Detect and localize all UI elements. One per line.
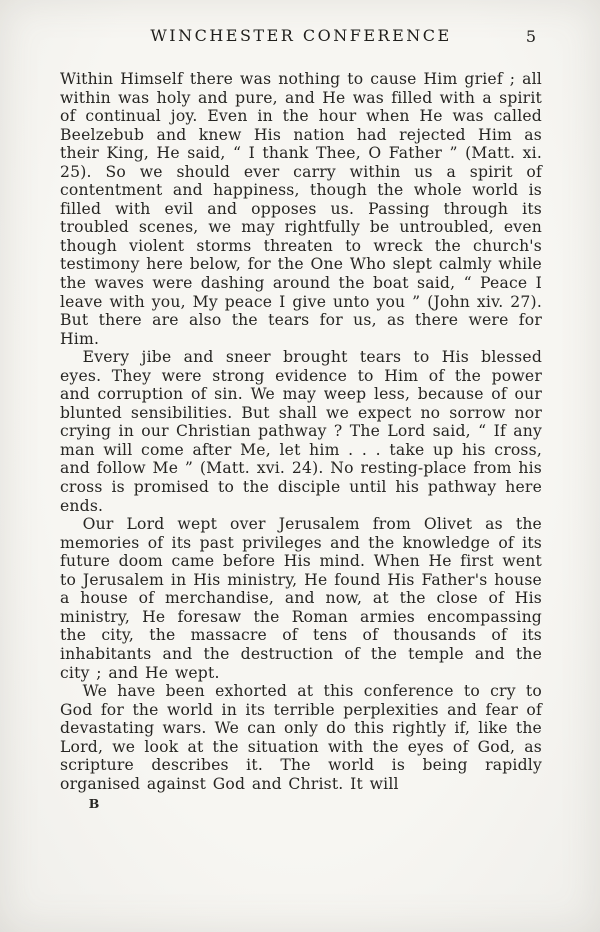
- signature-mark: B: [88, 796, 100, 812]
- paragraph-1: Within Himself there was nothing to cause Him grief ; all within was holy and pure, and He was filled with a spirit of continual joy. Even in the hour when He was called Beelzebub and knew His nation had rejected Him as their King, He said, “ I thank Thee, O Father ” (Matt. xi. 25). So we should ever carry within us a spirit of contentment and happiness, though the whole world is filled with evil and opposes us. Passing through its troubled scenes, we may rightfully be untroubled, even though violent storms threaten to wreck the church's testimony here below, for the One Who slept calmly while the waves were dashing around the boat said, “ Peace I leave with you, My peace I give unto you ” (John xiv. 27). But there are also the tears for us, as there were for Him.: [60, 70, 542, 348]
- paragraph-2: Every jibe and sneer brought tears to His blessed eyes. They were strong evidence to Him of the power and corruption of sin. We may weep less, because of our blunted sensibilities. But shall we expect no sorrow nor crying in our Christian pathway ? The Lord said, “ If any man will come after Me, let him . . . take up his cross, and follow Me ” (Matt. xvi. 24). No resting-place from his cross is promised to the disciple until his pathway here ends.: [60, 348, 542, 515]
- page-number: 5: [525, 27, 536, 46]
- text-block: [60, 70, 542, 814]
- paragraph-4: We have been exhorted at this conference to cry to God for the world in its terrible perplexities and fear of devastating wars. We can only do this rightly if, like the Lord, we look at the situation with the eyes of God, as scripture describes it. The world is being rapidly organised against God and Christ. It will: [60, 682, 542, 793]
- paragraph-3: Our Lord wept over Jerusalem from Olivet as the memories of its past privileges and the knowledge of its future doom came before His mind. When He first went to Jerusalem in His ministry, He found His Father's house a house of merchandise, and now, at the close of His ministry, He foresaw the Roman armies encompassing the city, the massacre of tens of thousands of its inhabitants and the destruction of the temple and the city ; and He wept.: [60, 515, 542, 682]
- running-title: WINCHESTER CONFERENCE: [150, 26, 452, 45]
- page-header: [60, 26, 542, 56]
